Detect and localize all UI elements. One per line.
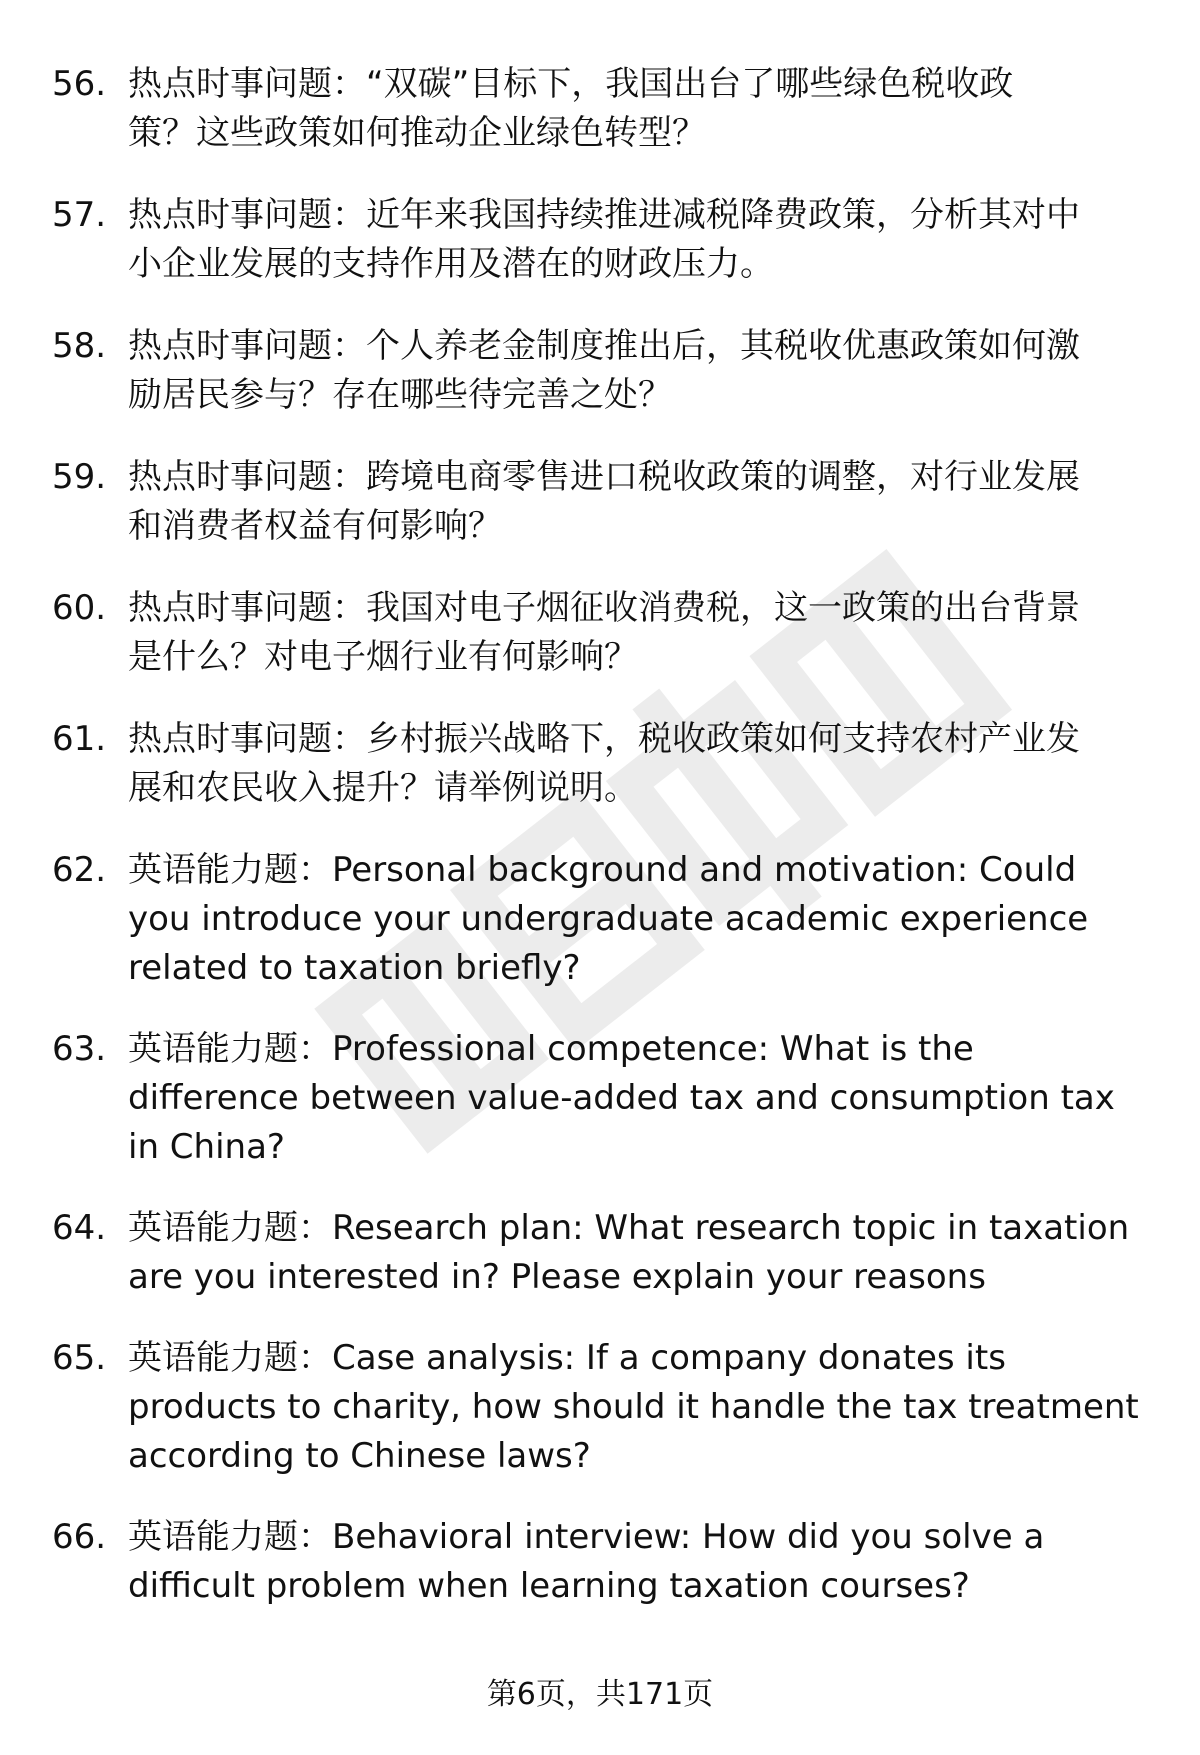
question-item: [52, 1025, 1152, 1172]
question-text: [128, 584, 1152, 682]
question-number: 62.: [52, 850, 107, 890]
question-text-line: 励居民参与？存在哪些待完善之处？: [128, 375, 672, 415]
question-text: [128, 1204, 1152, 1302]
question-text: [128, 191, 1152, 289]
question-item: [52, 1513, 1152, 1611]
question-item: [52, 322, 1152, 420]
question-text-line: you introduce your undergraduate academic experience: [128, 899, 1089, 939]
question-text-line: difficult problem when learning taxation courses?: [128, 1566, 970, 1606]
question-text-line: 英语能力题：Case analysis: If a company donates its: [128, 1338, 1006, 1378]
question-item: [52, 715, 1152, 813]
question-text-line: 热点时事问题：“双碳”目标下，我国出台了哪些绿色税收政: [128, 64, 1014, 104]
question-text-line: related to taxation briefly?: [128, 948, 581, 988]
question-text: [128, 453, 1152, 551]
question-text: [128, 1513, 1152, 1611]
question-text: [128, 715, 1152, 813]
question-text: [128, 322, 1152, 420]
question-text-line: products to charity, how should it handle the tax treatment: [128, 1387, 1139, 1427]
question-number: 66.: [52, 1517, 107, 1557]
question-text-line: 英语能力题：Behavioral interview: How did you solve a: [128, 1517, 1045, 1557]
question-text-line: 英语能力题：Personal background and motivation: Could: [128, 850, 1077, 890]
question-text-line: 英语能力题：Professional competence: What is the: [128, 1029, 974, 1069]
question-item: [52, 191, 1152, 289]
question-text-line: 热点时事问题：个人养老金制度推出后，其税收优惠政策如何激: [128, 326, 1080, 366]
question-text-line: 热点时事问题：近年来我国持续推进减税降费政策，分析其对中: [128, 195, 1080, 235]
question-text-line: 策？这些政策如何推动企业绿色转型？: [128, 113, 706, 153]
question-number: 63.: [52, 1029, 107, 1069]
question-text-line: 热点时事问题：我国对电子烟征收消费税，这一政策的出台背景: [128, 588, 1080, 628]
question-item: [52, 1334, 1152, 1481]
question-number: 61.: [52, 719, 107, 759]
question-text: [128, 1334, 1152, 1481]
question-text-line: in China?: [128, 1127, 285, 1167]
question-text-line: difference between value-added tax and consumption tax: [128, 1078, 1115, 1118]
question-item: [52, 584, 1152, 682]
question-text-line: according to Chinese laws?: [128, 1436, 591, 1476]
question-text: [128, 60, 1152, 158]
question-text-line: 小企业发展的支持作用及潜在的财政压力。: [128, 244, 774, 284]
question-item: [52, 846, 1152, 993]
question-text: [128, 846, 1152, 993]
question-number: 64.: [52, 1208, 107, 1248]
question-text-line: 和消费者权益有何影响？: [128, 506, 502, 546]
question-text: [128, 1025, 1152, 1172]
question-number: 56.: [52, 64, 107, 104]
question-number: 57.: [52, 195, 107, 235]
question-list: [52, 60, 1152, 1611]
question-item: [52, 453, 1152, 551]
question-text-line: 热点时事问题：乡村振兴战略下，税收政策如何支持农村产业发: [128, 719, 1080, 759]
question-item: [52, 1204, 1152, 1302]
question-item: [52, 60, 1152, 158]
question-text-line: are you interested in? Please explain your reasons: [128, 1257, 986, 1297]
question-number: 59.: [52, 457, 107, 497]
question-text-line: 英语能力题：Research plan: What research topic in taxation: [128, 1208, 1130, 1248]
question-text-line: 是什么？对电子烟行业有何影响？: [128, 637, 638, 677]
question-text-line: 展和农民收入提升？请举例说明。: [128, 768, 638, 808]
question-number: 60.: [52, 588, 107, 628]
question-text-line: 热点时事问题：跨境电商零售进口税收政策的调整，对行业发展: [128, 457, 1080, 497]
question-number: 58.: [52, 326, 107, 366]
page-number-footer: 第6页，共171页: [486, 1677, 714, 1712]
question-number: 65.: [52, 1338, 107, 1378]
